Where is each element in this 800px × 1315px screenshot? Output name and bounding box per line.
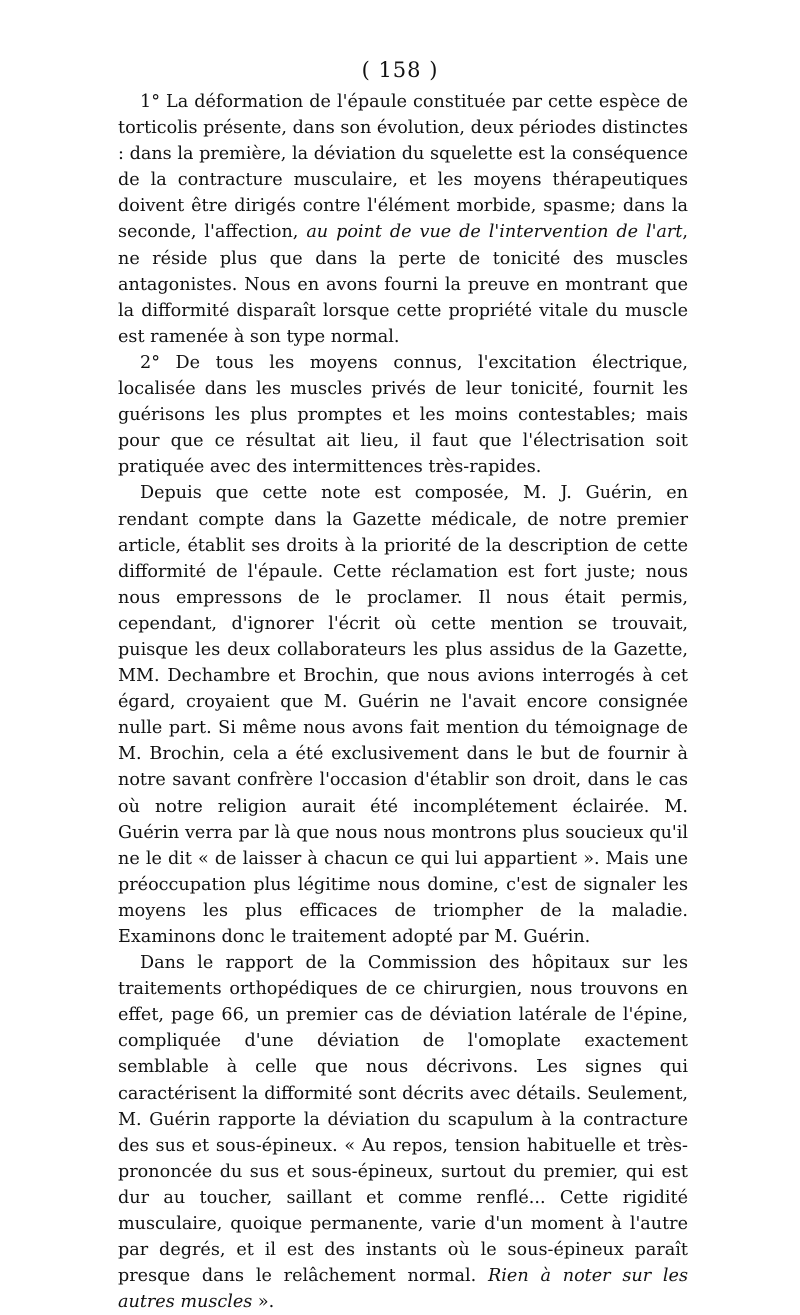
paragraph-1-text: 1° La déformation de l'épaule constituée par cette espèce de torticolis présente, dans son évolution, deux périodes distinctes : dans la première, la déviation du squelette est la conséquence de la contracture musculaire, et les moyens thérapeutiques doivent être dirigés contre l'élément morbide, spasme; dans la seconde, l'affection, bbox=[118, 92, 689, 243]
paragraph-1 bbox=[118, 89, 688, 350]
paragraph-4-text-end: ». bbox=[252, 1292, 275, 1313]
paragraph-4 bbox=[118, 950, 688, 1315]
paragraph-3: Depuis que cette note est composée, M. J. Guérin, en rendant compte dans la Gazette médicale, de notre premier article, établit ses droits à la priorité de la description de cette difformité de l'épaule. Cette réclamation est fort juste; nous nous empressons de le proclamer. Il nous était permis, cependant, d'ignorer l'écrit où cette mention se trouvait, puisque les deux collaborateurs les plus assidus de la Gazette, MM. Dechambre et Brochin, que nous avions interrogés à cet égard, croyaient que M. Guérin ne l'avait encore consignée nulle part. Si même nous avons fait mention du témoignage de M. Brochin, cela a été exclusivement dans le but de fournir à notre savant confrère l'occasion d'établir son droit, dans le cas où notre religion aurait été incomplétement éclairée. M. Guérin verra par là que nous nous montrons plus soucieux qu'il ne le dit « de laisser à chacun ce qui lui appartient ». Mais une préoccupation plus légitime nous domine, c'est de signaler les moyens les plus efficaces de triompher de la maladie. Examinons donc le traitement adopté par M. Guérin. bbox=[118, 483, 688, 947]
paragraph-4-text: Dans le rapport de la Commission des hôpitaux sur les traitements orthopédiques de ce chirurgien, nous trouvons en effet, page 66, un premier cas de déviation latérale de l'épine, compliquée d'une déviation de l'omoplate exactement semblable à celle que nous décrivons. Les signes qui caractérisent la difformité sont décrits avec détails. Seulement, M. Guérin rapporte la déviation du scapulum à la contracture des sus et sous-épineux. « Au repos, tension habituelle et très-prononcée du sus et sous-épineux, surtout du premier, qui est dur au toucher, saillant et comme renflé... Cette rigidité musculaire, quoique permanente, varie d'un moment à l'autre par degrés, et il est des instants où le sous-épineux paraît presque dans le relâchement normal. bbox=[118, 953, 688, 1287]
page-number: ( 158 ) bbox=[361, 58, 439, 82]
paragraph-2: 2° De tous les moyens connus, l'excitation électrique, localisée dans les muscles privés de leur tonicité, fournit les guérisons les plus promptes et les moins contestables; mais pour que ce résultat ait lieu, il faut que l'électrisation soit pratiquée avec des intermittences très-rapides. bbox=[118, 352, 688, 478]
paragraph-4-italic: Rien à noter sur les autres muscles bbox=[118, 1266, 688, 1313]
paragraph-1-text-end: , ne réside plus que dans la perte de tonicité des muscles antagonistes. Nous en avons fourni la preuve en montrant que la difformité disparaît lorsque cette propriété vitale du muscle est ramenée à son type normal. bbox=[118, 222, 688, 347]
body-text bbox=[118, 89, 688, 1315]
paragraph-1-italic: au point de vue de l'intervention de l'art bbox=[306, 222, 683, 243]
